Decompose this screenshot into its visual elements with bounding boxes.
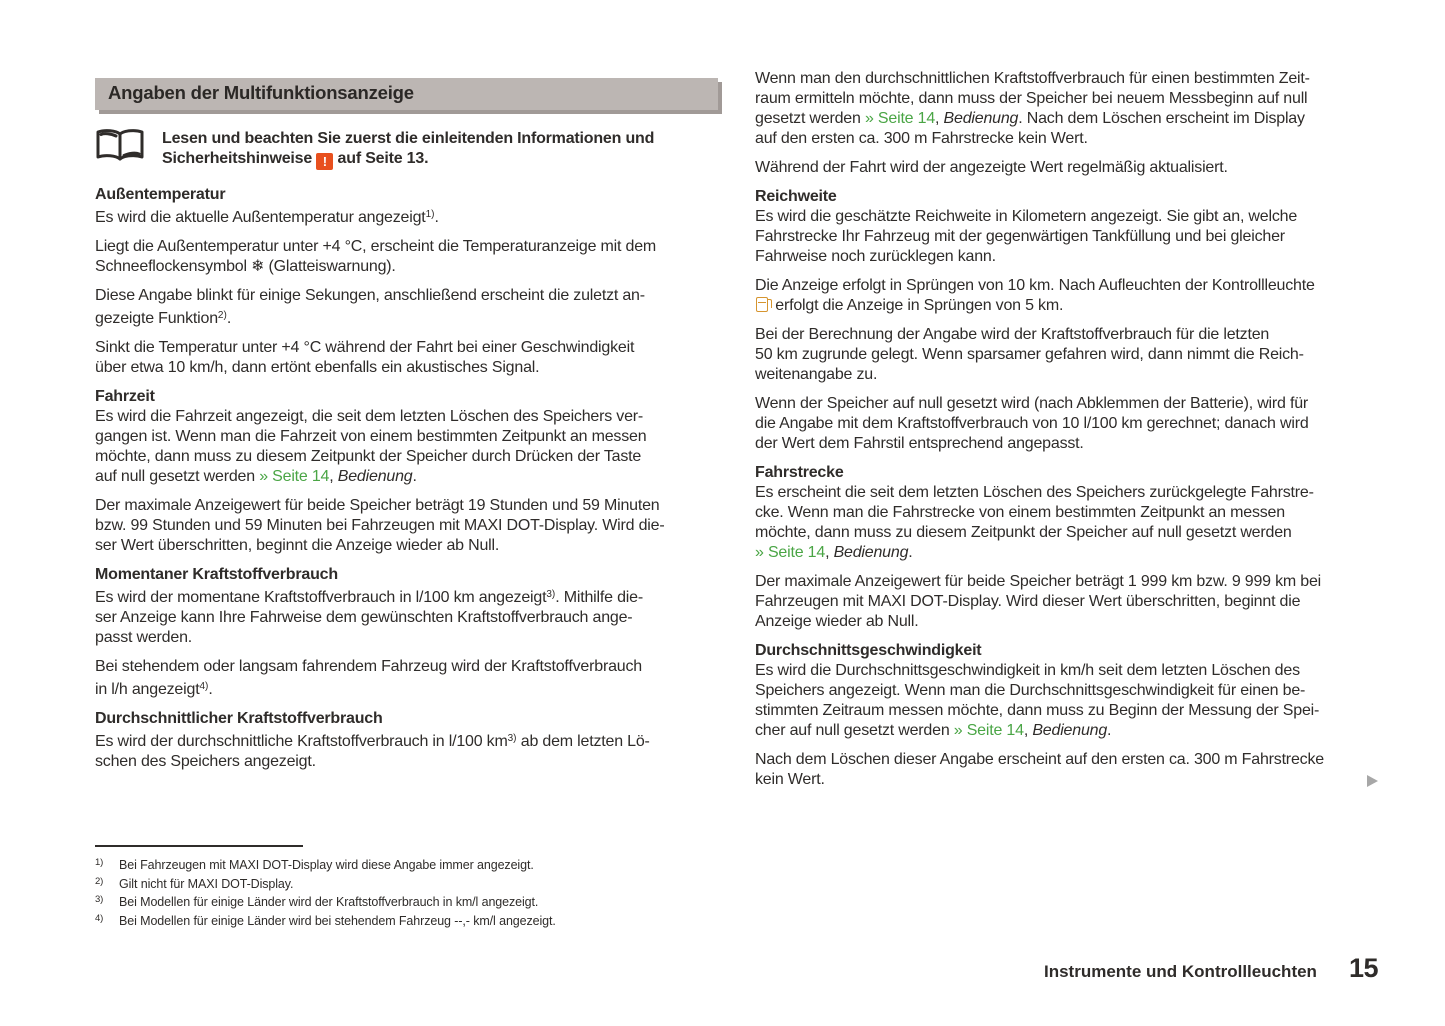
warning-icon: ! bbox=[316, 153, 333, 170]
section-heading: Reichweite bbox=[755, 188, 837, 205]
left-column bbox=[95, 78, 718, 781]
section-header-title: Angaben der Multifunktionsanzeige bbox=[108, 82, 414, 103]
footnote-text: Bei Modellen für einige Länder wird bei stehendem Fahrzeug --,- km/l angezeigt. bbox=[119, 913, 556, 928]
text-run: Es wird die aktuelle Außentemperatur angezeigt bbox=[95, 209, 426, 226]
paragraph bbox=[95, 286, 718, 329]
section-heading: Fahrzeit bbox=[95, 388, 155, 405]
text-run: Sinkt die Temperatur unter +4 °C während der Fahrt bei einer Geschwindigkeit über etwa 10 km/h, dann ertönt ebenfalls ein akustisches Signal. bbox=[95, 339, 635, 376]
text-run: . Nach dem Löschen erscheint im Display auf den ersten ca. 300 m Fahrstrecke kein Wert. bbox=[755, 110, 1305, 147]
text-run: , bbox=[1023, 722, 1033, 739]
footnote-number: 4) bbox=[95, 912, 104, 924]
continuation-arrow-icon bbox=[1367, 775, 1378, 787]
paragraph bbox=[95, 407, 718, 487]
left-column-body bbox=[95, 185, 718, 772]
text-run: . bbox=[1107, 722, 1112, 739]
text-run: Bei stehendem oder langsam fahrendem Fahrzeug wird der Kraftstoffverbrauch in l/h angezeigt bbox=[95, 658, 642, 698]
paragraph bbox=[755, 158, 1378, 178]
snowflake-icon: ❄ bbox=[251, 258, 265, 275]
text-run: Bedienung bbox=[833, 544, 909, 561]
footnote-list bbox=[95, 856, 735, 930]
paragraph bbox=[95, 729, 718, 772]
text-run: Es wird der durchschnittliche Kraftstoffverbrauch in l/100 km bbox=[95, 733, 508, 750]
text-run: Lesen und beachten Sie zuerst die einleitenden Informationen und Sicherheitshinweise bbox=[162, 130, 655, 167]
text-run: Diese Angabe blinkt für einige Sekungen, anschließend erscheint die zuletzt an- gezeigte Funktion bbox=[95, 287, 645, 327]
text-run: . bbox=[226, 310, 232, 327]
paragraph bbox=[95, 205, 718, 228]
section-heading: Durchschnittsgeschwindigkeit bbox=[755, 642, 982, 659]
text-run: Es wird die Fahrzeit angezeigt, die seit dem letzten Löschen des Speichers ver- gangen ist. Wenn man die Fahrzeit von einem bestimmten Zeitpunkt an messen möchte, dann muss zu diesem Zeitpunkt der Speicher durch Drücken der Taste auf null gesetzt werden bbox=[95, 408, 647, 485]
footnote-divider bbox=[95, 845, 303, 847]
text-run: Es erscheint die seit dem letzten Löschen des Speichers zurückgelegte Fahrstre- cke. Wenn man die Fahrstrecke von einem bestimmten Zeitpunkt an messen möchte, dann muss zu diesem Zeitpunkt der Speicher auf null gesetzt werden bbox=[755, 484, 1314, 541]
footnote-text: Bei Fahrzeugen mit MAXI DOT-Display wird diese Angabe immer angezeigt. bbox=[119, 858, 534, 872]
paragraph bbox=[95, 237, 718, 277]
right-column bbox=[755, 69, 1378, 799]
page-footer bbox=[1044, 953, 1378, 984]
text-run: , bbox=[825, 544, 834, 561]
text-run: Es wird die Durchschnittsgeschwindigkeit in km/h seit dem letzten Löschen des Speichers angezeigt. Wenn man die Durchschnittsgeschwindigkeit für einen be- stimmten Zeitraum messen möchte, dann muss zu Beginn der Messung der Spei- cher auf null gesetzt werden bbox=[755, 662, 1320, 739]
paragraph bbox=[755, 661, 1378, 741]
intro-note-text bbox=[162, 127, 654, 170]
text-run: auf Seite 13. bbox=[333, 150, 429, 167]
page-link[interactable]: » Seite 14 bbox=[259, 468, 330, 485]
text-run: . bbox=[208, 681, 213, 698]
text-run: Bedienung bbox=[337, 468, 413, 485]
page-link[interactable]: » Seite 14 bbox=[864, 110, 936, 127]
footer-chapter-title: Instrumente und Kontrollleuchten bbox=[1044, 962, 1317, 981]
page-link[interactable]: » Seite 14 bbox=[755, 544, 826, 561]
text-run: 4) bbox=[199, 681, 209, 692]
paragraph bbox=[95, 585, 718, 648]
text-run: Nach dem Löschen dieser Angabe erscheint auf den ersten ca. 300 m Fahrstrecke kein Wert. bbox=[755, 751, 1324, 788]
paragraph bbox=[755, 276, 1378, 316]
open-book-icon bbox=[95, 127, 145, 170]
text-run: Wenn der Speicher auf null gesetzt wird (nach Abklemmen der Batterie), wird für die Angabe mit dem Kraftstoffverbrauch von 10 l/100 km gerechnet; danach wird der Wert dem Fahrstil entsprechend angepasst. bbox=[755, 395, 1309, 452]
text-run: Bei der Berechnung der Angabe wird der Kraftstoffverbrauch für die letzten 50 km zugrunde gelegt. Wenn sparsamer gefahren wird, dann nimmt die Reich- weitenangabe zu. bbox=[755, 326, 1304, 383]
footnote bbox=[95, 893, 735, 912]
text-run: Während der Fahrt wird der angezeigte Wert regelmäßig aktualisiert. bbox=[755, 159, 1228, 176]
footnote-text: Gilt nicht für MAXI DOT-Display. bbox=[119, 876, 294, 891]
paragraph bbox=[755, 394, 1378, 454]
footnotes-section bbox=[95, 845, 735, 930]
text-run: Wenn man den durchschnittlichen Kraftstoffverbrauch für einen bestimmten Zeit- raum ermitteln möchte, dann muss der Speicher bei neuem Messbeginn auf null gesetzt werden bbox=[755, 70, 1310, 127]
text-run: , bbox=[329, 468, 338, 485]
footnote-number: 1) bbox=[95, 857, 104, 868]
paragraph bbox=[95, 657, 718, 700]
footnote bbox=[95, 912, 735, 931]
paragraph bbox=[755, 572, 1378, 632]
footnote-text: Bei Modellen für einige Länder wird der Kraftstoffverbrauch in km/l angezeigt. bbox=[119, 895, 539, 909]
fuel-pump-icon bbox=[756, 297, 768, 312]
text-run: . Mithilfe die- ser Anzeige kann Ihre Fahrweise dem gewünschten Kraftstoffverbrauch ange- passt werden. bbox=[95, 589, 643, 646]
intro-note bbox=[95, 127, 718, 170]
section-heading: Momentaner Kraftstoffverbrauch bbox=[95, 566, 338, 583]
text-run: (Glatteiswarnung). bbox=[264, 258, 396, 275]
footnote-number: 2) bbox=[95, 875, 104, 887]
section-header-bar bbox=[95, 78, 718, 110]
text-run: Liegt die Außentemperatur unter +4 °C, erscheint die Temperaturanzeige mit dem Schneeflockensymbol bbox=[95, 238, 657, 275]
footnote-number: 3) bbox=[95, 894, 104, 905]
section-heading: Durchschnittlicher Kraftstoffverbrauch bbox=[95, 710, 383, 727]
text-run: . bbox=[434, 209, 439, 226]
paragraph bbox=[95, 496, 718, 556]
footnote bbox=[95, 856, 735, 875]
section-heading: Fahrstrecke bbox=[755, 464, 844, 481]
text-run: 3) bbox=[507, 733, 517, 744]
paragraph bbox=[755, 750, 1378, 790]
page-link[interactable]: » Seite 14 bbox=[953, 722, 1024, 739]
text-run: Bedienung bbox=[943, 110, 1019, 127]
text-run: , bbox=[935, 110, 944, 127]
text-run: ab dem letzten Lö- schen des Speichers angezeigt. bbox=[95, 733, 650, 770]
paragraph bbox=[755, 483, 1378, 563]
paragraph bbox=[755, 69, 1378, 149]
text-run: erfolgt die Anzeige in Sprüngen von 5 km. bbox=[771, 297, 1064, 314]
section-heading: Außentemperatur bbox=[95, 186, 226, 203]
text-run: Der maximale Anzeigewert für beide Speicher beträgt 19 Stunden und 59 Minuten bzw. 99 Stunden und 59 Minuten bei Fahrzeugen mit MAXI DOT-Display. Wird die- ser Wert überschritten, beginnt die Anzeige wieder ab Null. bbox=[95, 497, 665, 554]
text-run: . bbox=[412, 468, 417, 485]
text-run: . bbox=[908, 544, 913, 561]
paragraph bbox=[95, 338, 718, 378]
paragraph bbox=[755, 325, 1378, 385]
text-run: Die Anzeige erfolgt in Sprüngen von 10 km. Nach Aufleuchten der Kontrollleuchte bbox=[755, 277, 1315, 294]
text-run: Es wird die geschätzte Reichweite in Kilometern angezeigt. Sie gibt an, welche Fahrstrecke Ihr Fahrzeug mit der gegenwärtigen Tankfüllung und bei gleicher Fahrweise noch zurücklegen kann. bbox=[755, 208, 1298, 265]
text-run: 1) bbox=[425, 209, 435, 220]
paragraph bbox=[755, 207, 1378, 267]
text-run: Bedienung bbox=[1032, 722, 1108, 739]
right-column-body bbox=[755, 69, 1378, 790]
page-number: 15 bbox=[1348, 953, 1378, 983]
text-run: 3) bbox=[546, 589, 556, 600]
text-run: Es wird der momentane Kraftstoffverbrauch in l/100 km angezeigt bbox=[95, 589, 547, 606]
footnote bbox=[95, 875, 735, 894]
text-run: 2) bbox=[217, 310, 227, 321]
text-run: Der maximale Anzeigewert für beide Speicher beträgt 1 999 km bzw. 9 999 km bei Fahrzeugen mit MAXI DOT-Display. Wird dieser Wert überschritten, beginnt die Anzeige wieder ab Null. bbox=[755, 573, 1322, 630]
